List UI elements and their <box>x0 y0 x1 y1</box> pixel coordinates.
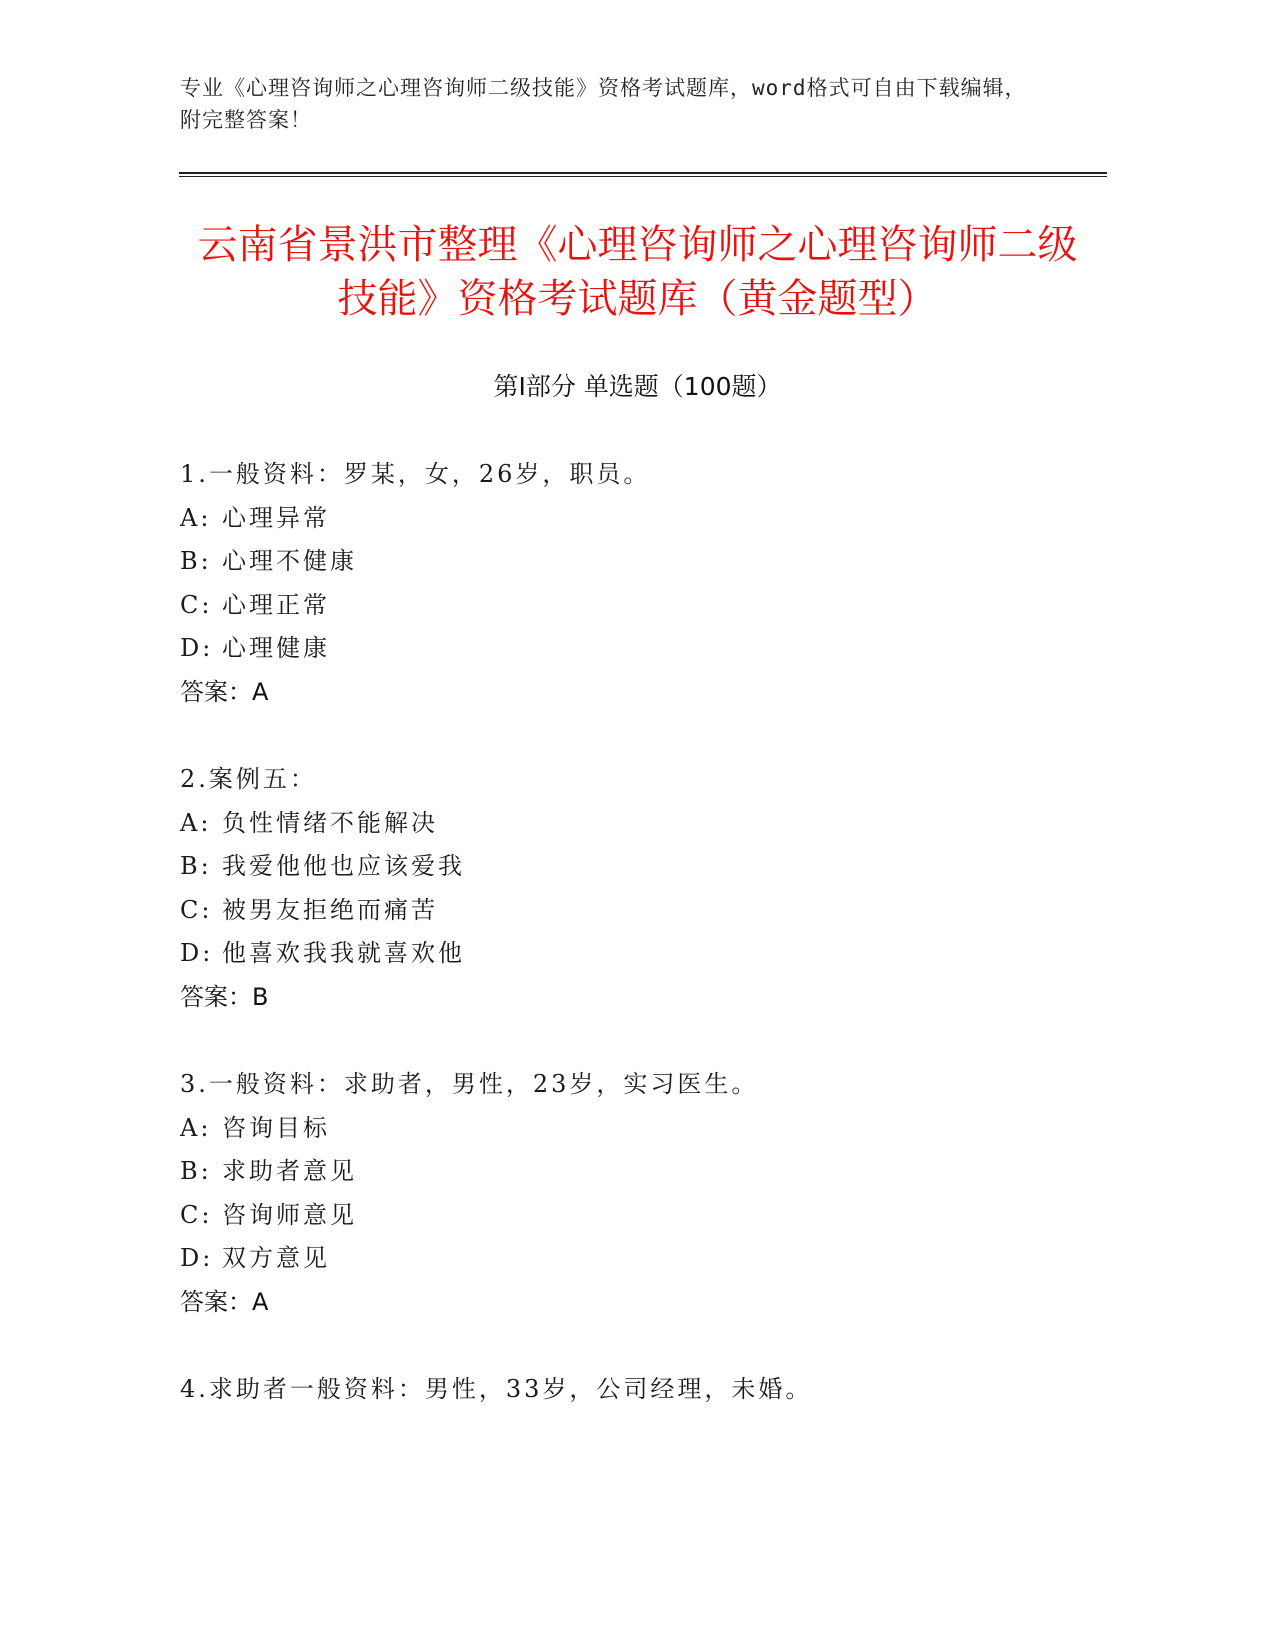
option-letter: C: <box>180 895 213 924</box>
header-divider <box>179 172 1107 177</box>
option-letter: D: <box>180 939 214 967</box>
question-item <box>180 1063 1095 1324</box>
option-letter: D: <box>180 1244 214 1272</box>
question-stem: 1.一般资料：罗某，女，26岁，职员。 <box>180 460 651 488</box>
document-title: 云南省景洪市整理《心理咨询师之心理咨询师二级技能》资格考试题库（黄金题型） <box>197 222 1078 322</box>
answer-option <box>180 932 1095 976</box>
answer-option <box>180 497 1095 541</box>
option-text: 心理不健康 <box>222 547 357 575</box>
answer-option <box>180 1150 1095 1194</box>
option-text: 咨询目标 <box>222 1113 330 1142</box>
answer-key: 答案：A <box>180 1287 269 1316</box>
option-text: 心理健康 <box>222 634 330 662</box>
option-letter: C: <box>180 590 213 619</box>
option-text: 双方意见 <box>222 1244 330 1272</box>
header-note: 专业《心理咨询师之心理咨询师二级技能》资格考试题库，word格式可自由下载编辑，附完整答案！ <box>180 76 1027 132</box>
option-letter: D: <box>180 634 214 662</box>
option-letter: A: <box>180 1113 212 1142</box>
answer-option <box>180 1194 1095 1238</box>
question-item <box>180 453 1095 714</box>
question-item <box>180 1368 1095 1412</box>
answer-key: 答案：A <box>180 677 269 706</box>
option-letter: B: <box>180 1157 212 1185</box>
option-text: 他喜欢我我就喜欢他 <box>222 939 465 967</box>
answer-option <box>180 845 1095 889</box>
answer-option <box>180 889 1095 933</box>
option-text: 心理异常 <box>222 503 330 532</box>
question-item <box>180 758 1095 1019</box>
question-stem: 2.案例五： <box>180 765 317 793</box>
answer-option <box>180 540 1095 584</box>
option-text: 心理正常 <box>222 590 330 619</box>
section-title: 第Ⅰ部分 单选题（100题） <box>493 372 782 401</box>
answer-option <box>180 1107 1095 1151</box>
answer-option <box>180 1237 1095 1281</box>
answer-key: 答案：B <box>180 982 269 1011</box>
option-letter: A: <box>180 808 212 837</box>
option-text: 我爱他他也应该爱我 <box>222 852 465 880</box>
answer-option <box>180 802 1095 846</box>
question-stem: 3.一般资料：求助者，男性，23岁，实习医生。 <box>180 1070 759 1098</box>
option-letter: B: <box>180 852 212 880</box>
question-stem: 4.求助者一般资料：男性，33岁，公司经理，未婚。 <box>180 1375 813 1403</box>
option-letter: A: <box>180 503 212 532</box>
question-list <box>180 453 1095 1456</box>
answer-option <box>180 584 1095 628</box>
option-text: 负性情绪不能解决 <box>222 808 438 837</box>
option-letter: B: <box>180 547 212 575</box>
answer-option <box>180 627 1095 671</box>
option-text: 被男友拒绝而痛苦 <box>222 895 438 924</box>
option-text: 求助者意见 <box>222 1157 357 1185</box>
option-text: 咨询师意见 <box>222 1200 357 1229</box>
option-letter: C: <box>180 1200 213 1229</box>
